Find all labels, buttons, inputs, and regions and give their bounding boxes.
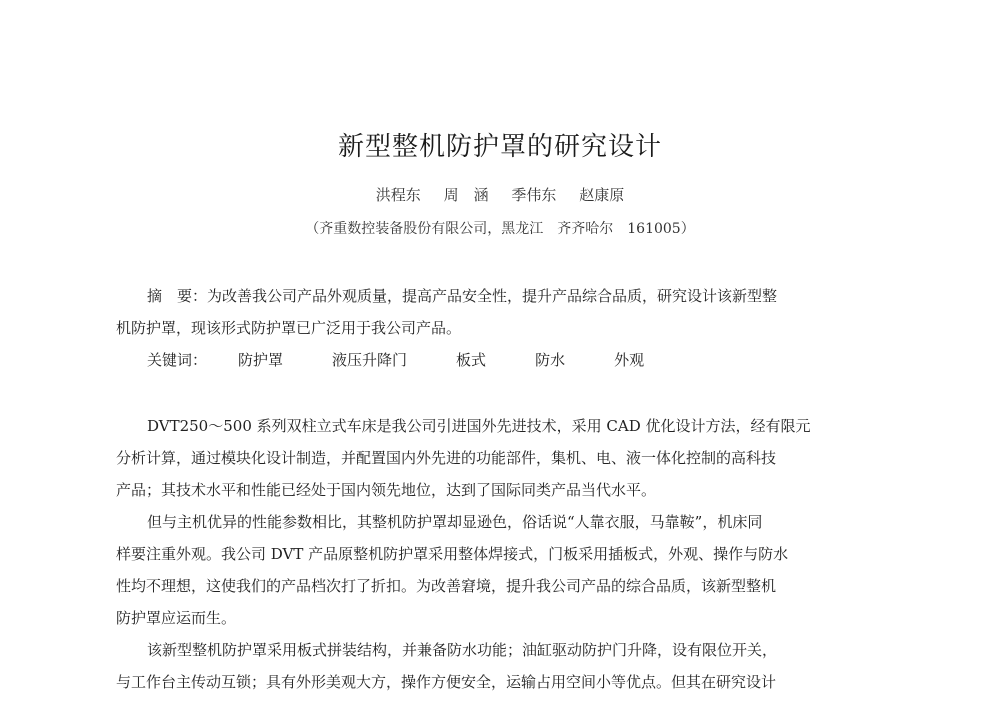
paragraph-line: 与工作台主传动互锁；具有外形美观大方，操作方便安全，运输占用空间小等优点。但其在研究设计 <box>116 673 777 691</box>
body-paragraph <box>116 506 884 634</box>
keyword: 液压升降门 <box>332 351 408 369</box>
paragraph-line: 产品；其技术水平和性能已经处于国内领先地位，达到了国际同类产品当代水平。 <box>116 481 657 499</box>
paper-title: 新型整机防护罩的研究设计 <box>337 132 662 162</box>
paragraph-line: 防护罩应运而生。 <box>116 609 237 627</box>
paragraph-line: DVT250～500 系列双柱立式车床是我公司引进国外先进技术，采用 CAD 优化设计方法，经有限元 <box>147 417 811 435</box>
abstract-text: 为改善我公司产品外观质量，提高产品安全性，提升产品综合品质，研究设计该新型整 <box>207 287 778 305</box>
keyword: 防护罩 <box>238 351 284 369</box>
author-name: 季伟东 <box>511 186 557 204</box>
paragraph-line: 但与主机优异的性能参数相比，其整机防护罩却显逊色，俗话说“人靠衣服，马靠鞍”，机床同 <box>147 513 763 531</box>
body-paragraph <box>116 410 884 506</box>
abstract-line <box>116 280 884 312</box>
abstract-label: 摘 要： <box>147 287 208 305</box>
affiliation: （齐重数控装备股份有限公司，黑龙江 齐齐哈尔 161005） <box>305 221 695 237</box>
author-list <box>0 184 1000 205</box>
paragraph-line: 性均不理想，这使我们的产品档次打了折扣。为改善窘境，提升我公司产品的综合品质，该新型整机 <box>116 577 777 595</box>
author-name: 赵康原 <box>579 186 625 204</box>
paragraph-line: 该新型整机防护罩采用板式拼装结构，并兼备防水功能；油缸驱动防护门升降，设有限位开关， <box>147 641 778 659</box>
keyword: 外观 <box>614 351 645 369</box>
keywords <box>116 344 884 376</box>
paragraph-line: 分析计算，通过模块化设计制造，并配置国内外先进的功能部件，集机、电、液一体化控制的高科技 <box>116 449 777 467</box>
body-paragraph <box>116 634 884 698</box>
keyword: 板式 <box>456 351 487 369</box>
paragraph-line: 样要注重外观。我公司 DVT 产品原整机防护罩采用整体焊接式，门板采用插板式，外观、操作与防水 <box>116 545 789 563</box>
author-name: 洪程东 <box>375 186 421 204</box>
keywords-label: 关键词： <box>147 351 208 369</box>
abstract-line: 机防护罩，现该形式防护罩已广泛用于我公司产品。 <box>116 319 462 337</box>
author-name: 周 涵 <box>443 186 489 204</box>
abstract <box>116 280 884 344</box>
keyword: 防水 <box>535 351 566 369</box>
